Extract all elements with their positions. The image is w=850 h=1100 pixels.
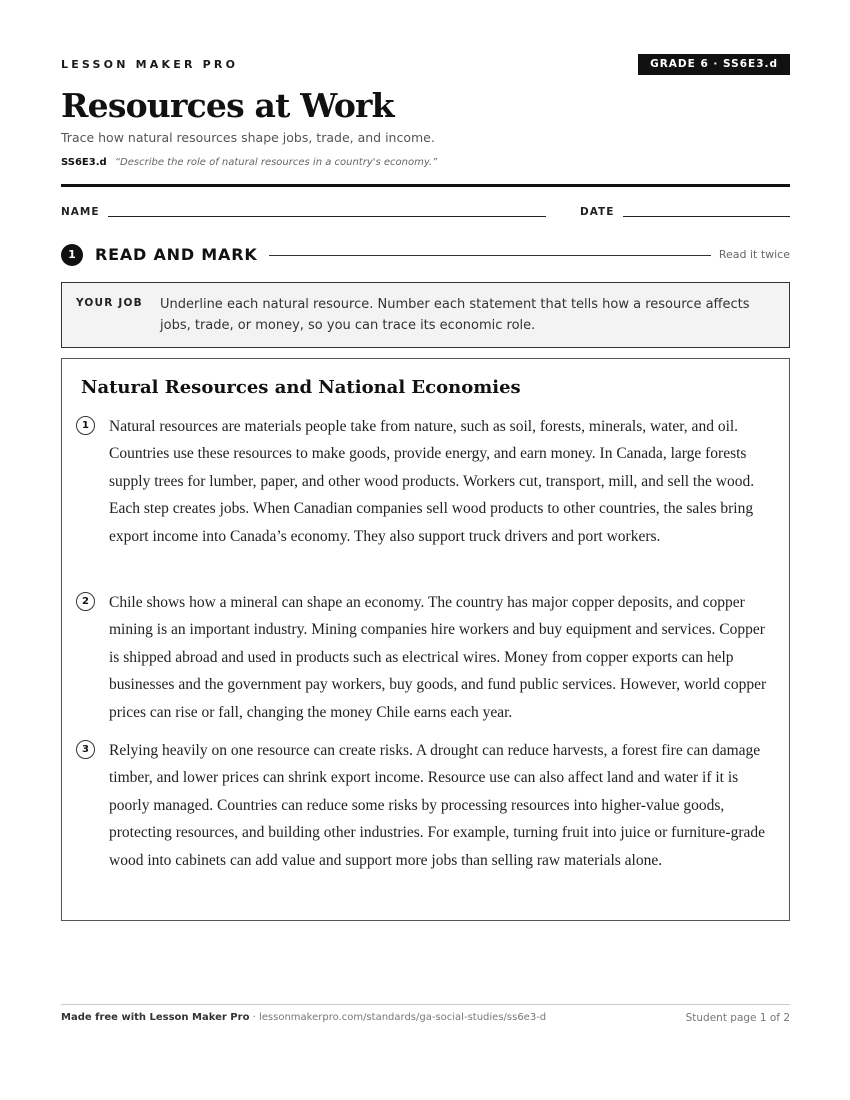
paragraph-3[interactable]: Relying heavily on one resource can create risks. A drought can reduce harvests, a forest fire can damage timber, and lower prices can shrink export income. Resource use can also affect land and water if it is poorly managed. Countries can reduce some risks by processing resources into higher-value goods, protecting resources, and building other industries. For example, turning fruit into juice or furniture-grade wood into cabinets can add value and support more jobs than selling raw materials alone. (109, 742, 765, 869)
passage-title: Natural Resources and National Economies (81, 377, 521, 398)
grade-badge: GRADE 6 · SS6E3.d (638, 54, 790, 75)
footer-url[interactable]: · lessonmakerpro.com/standards/ga-social-studies/ss6e3-d (249, 1012, 547, 1023)
section-title: READ AND MARK (95, 245, 258, 264)
worksheet-page (61, 0, 790, 1100)
paragraph-number-3: 3 (76, 740, 95, 759)
instructions-label: YOUR JOB (76, 297, 143, 309)
page-title: Resources at Work (61, 86, 394, 125)
paragraph-2[interactable]: Chile shows how a mineral can shape an economy. The country has major copper deposits, and copper mining is an important industry. Mining companies hire workers and buy equipment and services. Copper is shipped abroad and used in products such as electrical wires. Money from copper exports can help businesses and the government pay workers, buy goods, and fund public services. However, world copper prices can rise or fall, changing the money Chile earns each year. (109, 594, 767, 721)
date-field[interactable] (623, 216, 790, 217)
page-subtitle: Trace how natural resources shape jobs, trade, and income. (61, 130, 435, 145)
date-label: DATE (580, 206, 615, 218)
footer-divider (61, 1004, 790, 1005)
instructions-text: Underline each natural resource. Number each statement that tells how a resource affects jobs, trade, or money, so you can trace its economic role. (160, 297, 750, 333)
footer-page-number: Student page 1 of 2 (685, 1012, 790, 1024)
reading-passage (61, 358, 790, 921)
paragraph-number-1: 1 (76, 416, 95, 435)
standard-quote: “Describe the role of natural resources in a country's economy.” (114, 157, 438, 168)
instructions-box (61, 282, 790, 348)
standard-line (61, 157, 437, 168)
brand-name: LESSON MAKER PRO (61, 58, 239, 71)
name-label: NAME (61, 206, 100, 218)
paragraph-number-2: 2 (76, 592, 95, 611)
standard-code: SS6E3.d (61, 157, 107, 168)
footer-made-by: Made free with Lesson Maker Pro (61, 1012, 250, 1023)
header-divider (61, 184, 790, 187)
section-note: Read it twice (718, 248, 790, 261)
footer-credit (61, 1012, 546, 1023)
section-rule (269, 255, 711, 256)
name-field[interactable] (108, 216, 546, 217)
paragraph-1[interactable]: Natural resources are materials people take from nature, such as soil, forests, minerals, water, and oil. Countries use these resources to make goods, provide energy, and earn money. In Canada, large forests supply trees for lumber, paper, and other wood products. Workers cut, transport, mill, and sell the wood. Each step creates jobs. When Canadian companies sell wood products to other countries, the sales bring export income into Canada’s economy. They also support truck drivers and port workers. (109, 418, 755, 545)
section-number-badge: 1 (61, 244, 83, 266)
